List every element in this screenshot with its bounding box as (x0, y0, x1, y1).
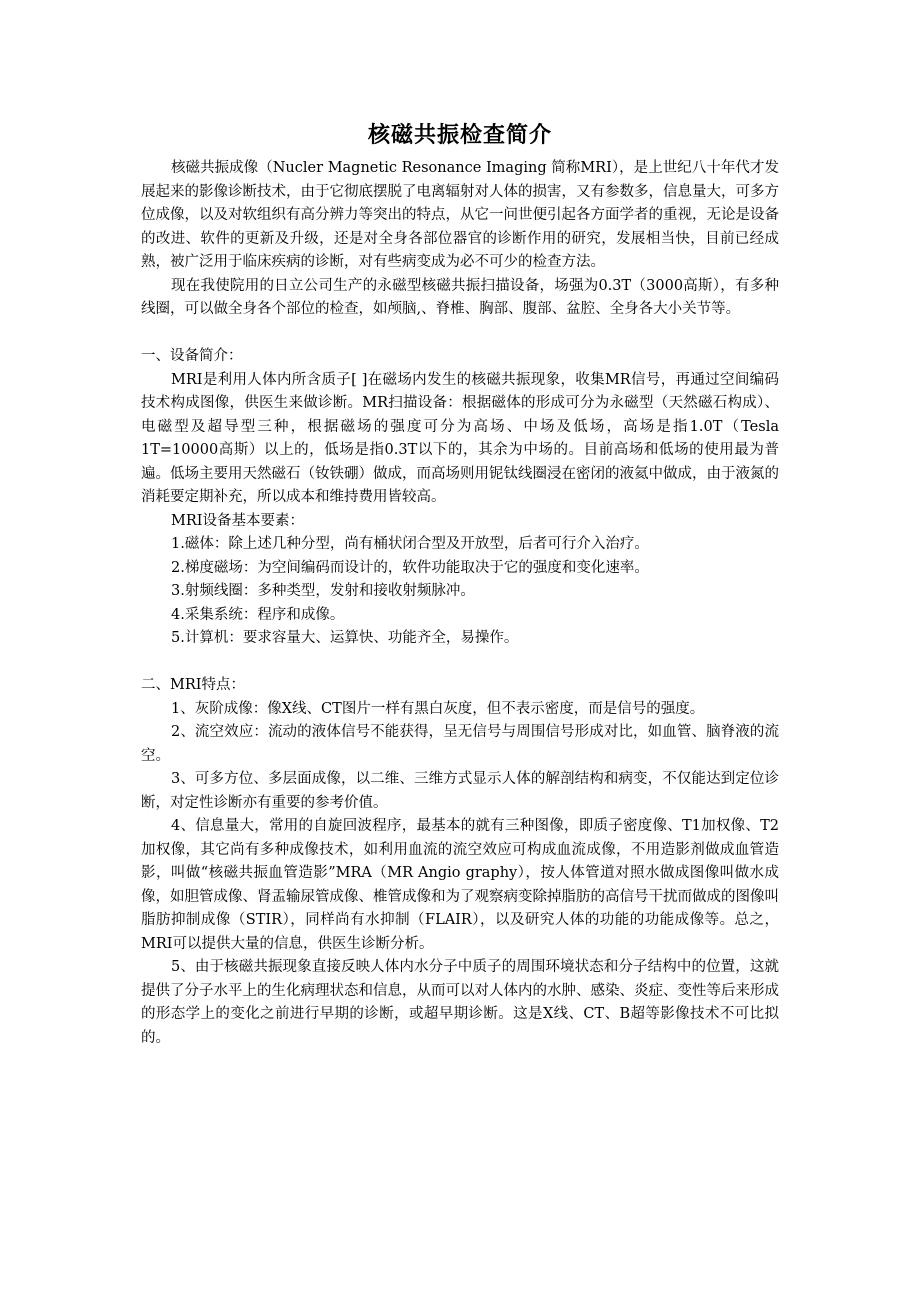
feature-item-5: 5、由于核磁共振现象直接反映人体内水分子中质子的周围环境状态和分子结构中的位置，这就提供了分子水平上的生化病理状态和信息，从而可以对人体内的水肿、感染、炎症、变性等后来形成的形态学上的变化之前进行早期的诊断，或超早期诊断。这是X线、CT、B超等影像技术不可比拟的。 (141, 959, 779, 1046)
section-2-heading: 二、MRI特点： (141, 677, 245, 693)
element-item-5: 5.计算机：要求容量大、运算快、功能齐全，易操作。 (171, 630, 519, 646)
spacer (141, 322, 779, 346)
element-item-1: 1.磁体：除上述几种分型，尚有桶状闭合型及开放型，后者可行介入治疗。 (171, 536, 649, 552)
elements-title: MRI设备基本要素： (171, 512, 304, 529)
document-title: 核磁共振检查简介 (367, 123, 552, 148)
spacer (141, 651, 779, 675)
element-item-3: 3.射频线圈：多种类型，发射和接收射频脉冲。 (171, 583, 475, 599)
feature-item-2: 2、流空效应：流动的液体信号不能获得，呈无信号与周围信号形成对比，如血管、脑脊液的流空。 (141, 724, 779, 764)
element-item-2: 2.梯度磁场：为空间编码而设计的，软件功能取决于它的强度和变化速率。 (171, 559, 649, 576)
intro-paragraph-2: 现在我使院用的日立公司生产的永磁型核磁共振扫描设备，场强为0.3T（3000高斯），有多种线圈，可以做全身各个部位的检查，如颅脑,、脊椎、胸部、腹部、盆腔、全身各大小关节等。 (141, 277, 779, 317)
feature-item-3: 3、可多方位、多层面成像，以二维、三维方式显示人体的解剖结构和病变，不仅能达到定位诊断，对定性诊断亦有重要的参考价值。 (141, 771, 779, 811)
feature-item-4: 4、信息量大，常用的自旋回波程序，最基本的就有三种图像，即质子密度像、T1加权像、T2加权像，其它尚有多种成像技术，如利用血流的流空效应可构成血流成像，不用造影剂做成血管造影，叫做“核磁共振血管造影”MRA（MR Angio graphy），按人体管道对照水做成图像叫做水成像，如胆管成像、肾盂输尿管成像、椎管成像和为了观察病变除掉脂肪的高信号干扰而做成的图像叫脂肪抑制成像（STIR），同样尚有水抑制（FLAIR），以及研究人体的功能的功能成像等。总之，MRI可以提供大量的信息，供医生诊断分析。 (141, 818, 779, 952)
section-1-heading: 一、设备简介： (141, 348, 243, 364)
element-item-4: 4.采集系统：程序和成像。 (171, 606, 345, 623)
feature-item-1: 1、灰阶成像：像X线、CT图片一样有黑白灰度，但不表示密度，而是信号的强度。 (171, 700, 705, 717)
section-1-paragraph: MRI是利用人体内所含质子[ ]在磁场内发生的核磁共振现象，收集MR信号，再通过空间编码技术构成图像，供医生来做诊断。MR扫描设备：根据磁体的形成可分为永磁型（天然磁石构成）、电磁型及超导型三种，根据磁场的强度可分为高场、中场及低场，高场是指1.0T（Tesla 1T=10000高斯）以上的，低场是指0.3T以下的，其余为中场的。目前高场和低场的使用最为普遍。低场主要用天然磁石（钕铁硼）做成，而高场则用铌钛线圈浸在密闭的液氦中做成，由于液氮的消耗要定期补充，所以成本和维持费用皆较高。 (141, 371, 779, 505)
intro-paragraph-1: 核磁共振成像（Nucler Magnetic Resonance Imaging 简称MRI），是上世纪八十年代才发展起来的影像诊断技术，由于它彻底摆脱了电离辐射对人体的损害，又有参数多，信息量大，可多方位成像，以及对软组织有高分辨力等突出的特点，从它一问世便引起各方面学者的重视，无论是设备的改进、软件的更新及升级，还是对全身各部位器官的诊断作用的研究，发展相当快，目前已经成熟，被广泛用于临床疾病的诊断，对有些病变成为必不可少的检查方法。 (141, 160, 779, 270)
